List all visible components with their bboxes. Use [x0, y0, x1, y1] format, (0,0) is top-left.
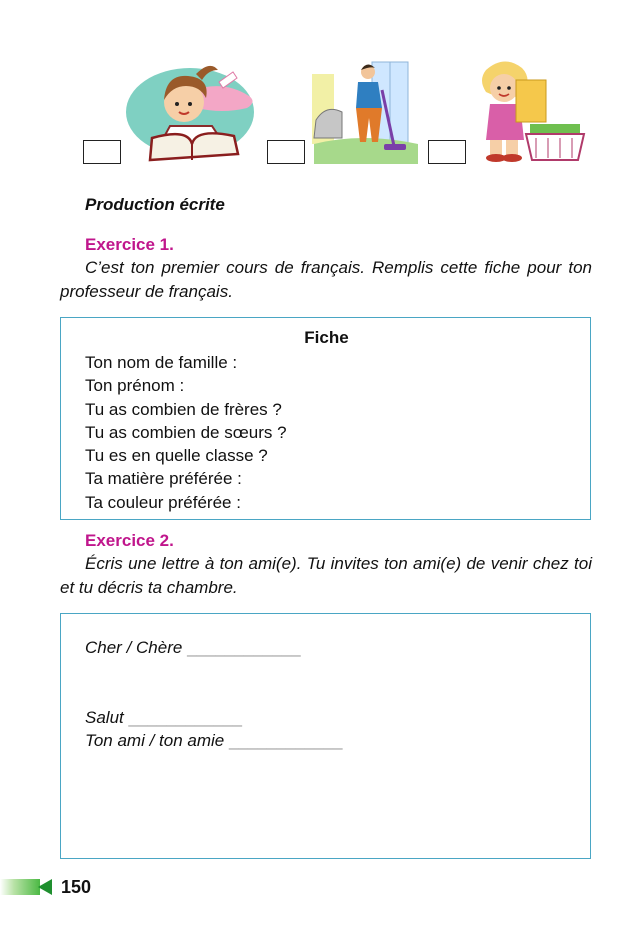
letter-closing[interactable] [85, 708, 242, 728]
exercise-2-instruction: Écris une lettre à ton ami(e). Tu invites ton ami(e) de venir chez toi et tu décris ta chambre. [60, 554, 592, 597]
answer-box-1[interactable] [83, 140, 121, 164]
letter-closing-text: Salut [85, 708, 124, 727]
woman-vacuuming-illustration [310, 60, 420, 166]
letter-frame [60, 613, 591, 859]
letter-greeting-text: Cher / Chère [85, 638, 183, 657]
letter-signature-text: Ton ami / ton amie [85, 731, 225, 750]
exercise-2-title: Exercice 2. [85, 531, 174, 550]
fiche-fields [85, 351, 287, 514]
fiche-field-last-name[interactable]: Ton nom de famille : [85, 353, 238, 372]
fiche-field-brothers[interactable]: Tu as combien de frères ? [85, 399, 282, 419]
page-number: 150 [61, 877, 92, 897]
letter-signature-blank: ____________ [228, 731, 343, 750]
fiche-field-sisters[interactable]: Tu as combien de sœurs ? [85, 422, 287, 442]
letter-closing-blank: ____________ [128, 708, 242, 727]
letter-greeting[interactable] [85, 638, 301, 658]
fiche-field-first-name[interactable]: Ton prénom : [85, 376, 185, 396]
fiche-field-color[interactable]: Ta couleur préférée : [85, 492, 241, 512]
girl-folding-laundry-illustration [470, 58, 590, 164]
answer-box-2[interactable] [267, 140, 305, 164]
exercise-1-title: Exercice 1. [85, 235, 174, 254]
fiche-field-subject[interactable]: Ta matière préférée : [85, 469, 242, 489]
section-heading: Production écrite [85, 195, 225, 214]
girl-reading-illustration [124, 60, 258, 168]
page-arrow-icon [38, 879, 52, 895]
fiche-form [60, 317, 591, 520]
fiche-title: Fiche [304, 328, 349, 347]
page-tab-bar [0, 879, 40, 895]
letter-greeting-blank: ____________ [187, 638, 301, 657]
exercise-1-instruction: C’est ton premier cours de français. Remplis cette fiche pour ton professeur de français. [60, 258, 592, 301]
letter-signature[interactable] [85, 731, 342, 751]
answer-box-3[interactable] [428, 140, 466, 164]
fiche-field-class[interactable]: Tu es en quelle classe ? [85, 446, 268, 466]
